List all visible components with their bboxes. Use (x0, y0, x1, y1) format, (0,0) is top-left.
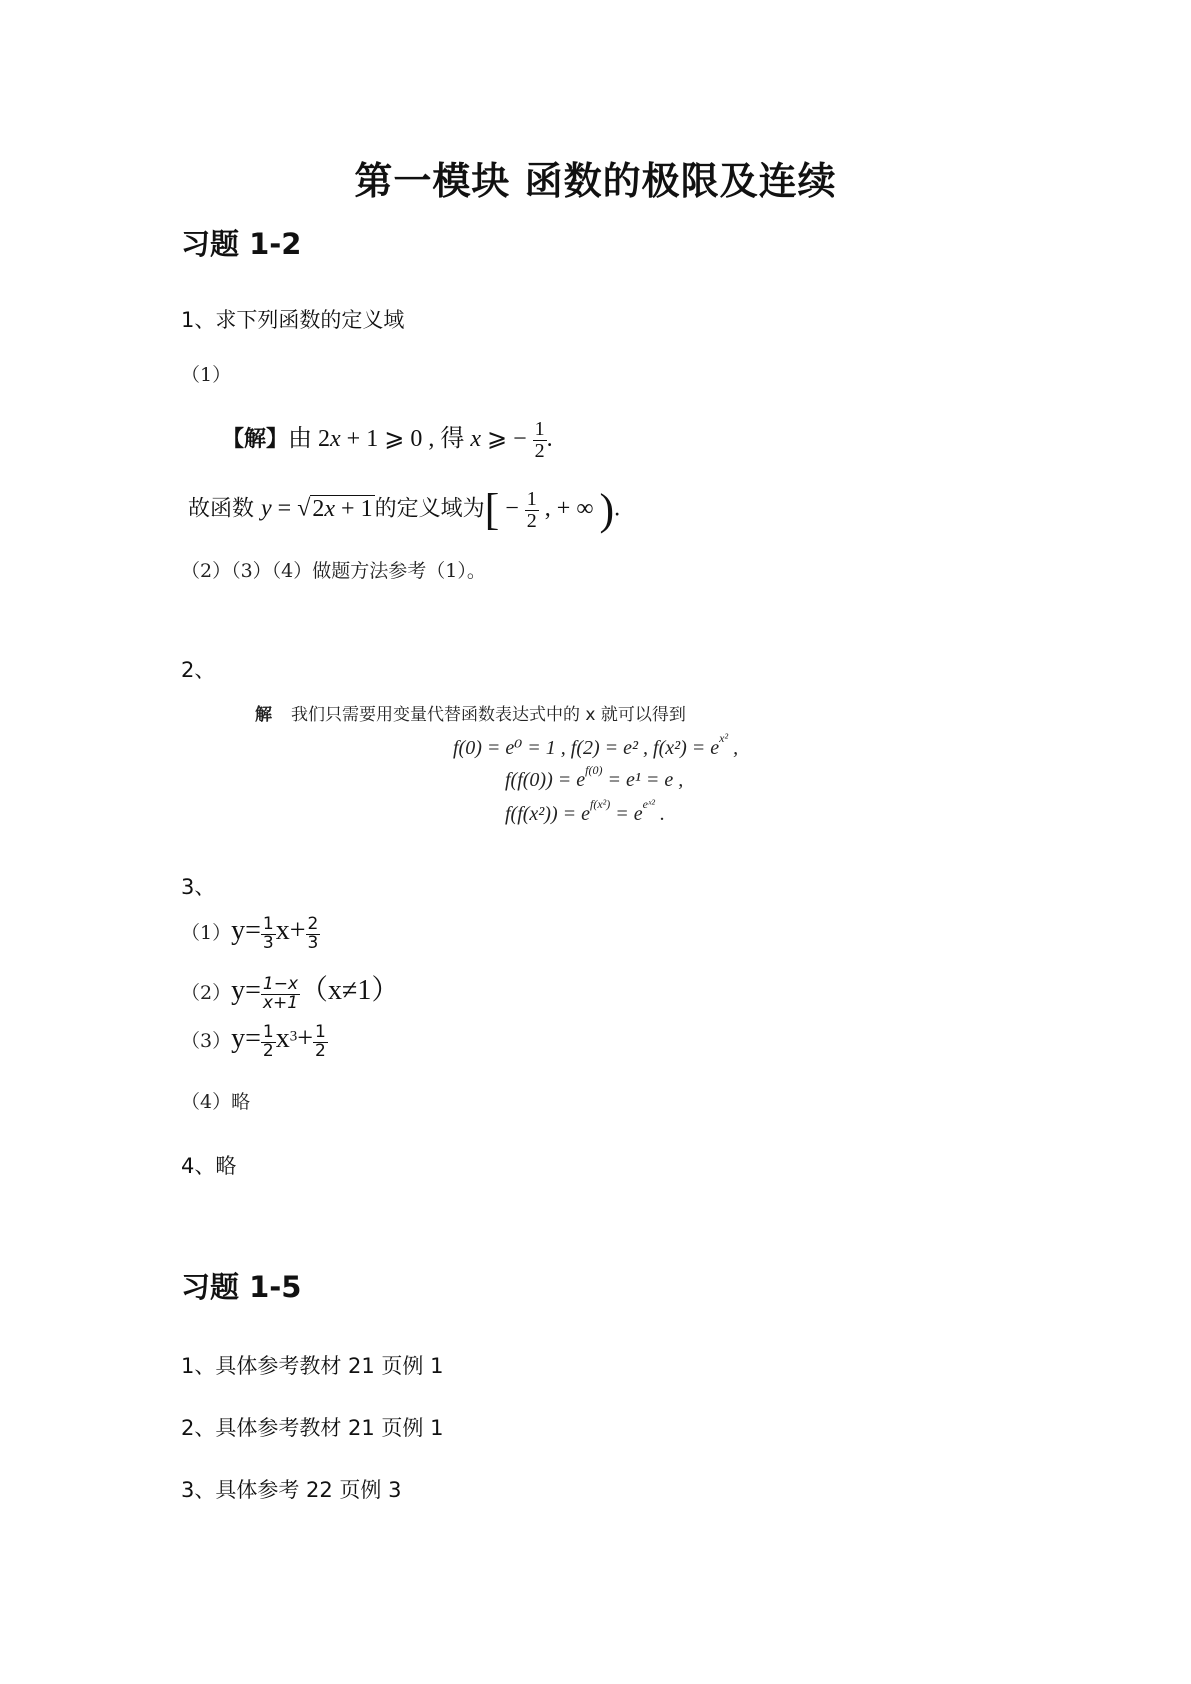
fraction-denominator: 2 (526, 509, 537, 532)
scan-line-1 (453, 731, 738, 760)
fraction (313, 1024, 328, 1061)
math-text: + (297, 1023, 314, 1054)
fraction (261, 1024, 276, 1061)
fraction-numerator: 1 (262, 914, 274, 935)
fraction (533, 419, 547, 462)
answer-part-4: （4）略 (181, 1091, 251, 1113)
solution-text: 由 2 (288, 426, 331, 452)
fraction (261, 976, 300, 1013)
sqrt-body-part: + 1 (335, 495, 373, 522)
math-text: y= (231, 975, 261, 1006)
math-text: x (275, 1023, 290, 1054)
question-3-label: 3、 (181, 875, 216, 899)
math-variable: x (330, 426, 341, 452)
math-variable: x (470, 426, 481, 452)
formula-text: = e¹ = e , (602, 769, 684, 791)
sqrt-body (310, 495, 374, 522)
solution-text: ⩾ − (480, 426, 533, 452)
formula-exponent: x² (719, 731, 729, 745)
fraction-numerator: 1 (534, 417, 545, 440)
conclusion-line (188, 485, 621, 534)
math-variable: x (324, 495, 336, 522)
fraction (525, 489, 539, 532)
conclusion-text: 故函数 (188, 496, 261, 522)
list-item: 1、具体参考教材 21 页例 1 (181, 1354, 444, 1378)
scan-line-intro (255, 700, 686, 726)
exponent: 3 (289, 1028, 298, 1045)
math-text: x+ (275, 915, 306, 946)
math-text: y= (231, 915, 261, 946)
answer-part-1 (181, 915, 320, 953)
fraction-denominator: 3 (262, 933, 274, 953)
math-variable: y (261, 495, 272, 522)
list-item: 3、具体参考 22 页例 3 (181, 1478, 402, 1502)
formula-text: f(f(0)) = e (505, 769, 586, 791)
conclusion-end: . (614, 495, 621, 522)
fraction-numerator: 1−x (262, 974, 299, 995)
scan-line-3 (505, 797, 665, 826)
section-heading: 习题 1-2 (181, 227, 302, 261)
method-note: （2）（3）（4）做题方法参考（1）。 (181, 560, 486, 582)
fraction-numerator: 1 (262, 1022, 274, 1043)
fraction-numerator: 1 (315, 1022, 326, 1043)
fraction-numerator: 2 (307, 914, 319, 935)
formula-text: = e (610, 803, 643, 825)
formula-text: . (654, 803, 665, 825)
fraction-numerator: 1 (526, 487, 537, 510)
part-label: （3） (181, 1030, 232, 1052)
conclusion-text: 的定义域为 (374, 496, 485, 522)
page-title: 第一模块 函数的极限及连续 (354, 159, 837, 203)
scan-line-2 (505, 763, 683, 792)
solution-tag: 解 (255, 705, 272, 725)
fraction (261, 916, 276, 953)
math-text: y= (231, 1023, 261, 1054)
formula-text: , (728, 737, 739, 759)
part-label: （2） (181, 982, 232, 1004)
formula-text: f(f(x²)) = e (505, 803, 590, 825)
solution-text: 我们只需要用变量代替函数表达式中的 x 就可以得到 (291, 705, 686, 725)
fraction (306, 916, 321, 953)
question-2-label: 2、 (181, 658, 216, 682)
formula-exponent: f(x²) (590, 797, 611, 811)
part-label: （1） (181, 922, 232, 944)
fraction-denominator: 2 (534, 439, 545, 462)
solution-text: + 1 ⩾ 0 , 得 (340, 426, 471, 452)
list-item: 2、具体参考教材 21 页例 1 (181, 1416, 444, 1440)
fraction-denominator: 3 (307, 933, 319, 953)
fraction-denominator: 2 (262, 1041, 274, 1061)
sqrt-body-part: 2 (312, 495, 325, 522)
right-paren: ) (599, 485, 615, 534)
solution-line (222, 418, 553, 462)
formula-exponent: f(0) (585, 763, 603, 777)
math-text: （x≠1） (300, 975, 400, 1006)
scanned-solution (200, 695, 800, 830)
left-bracket: [ (484, 485, 500, 534)
solution-tag: 【解】 (222, 427, 289, 452)
sqrt-sign: √ (297, 495, 311, 522)
conclusion-eq: = (271, 495, 298, 522)
solution-end: . (546, 426, 553, 452)
conclusion-neg: − (499, 495, 525, 522)
answer-part-2 (181, 968, 399, 1013)
part-label: （1） (181, 364, 232, 386)
fraction-denominator: 2 (315, 1041, 326, 1061)
question-4-label: 4、略 (181, 1154, 237, 1178)
fraction-denominator: x+1 (262, 993, 299, 1013)
question-1-label: 1、求下列函数的定义域 (181, 308, 405, 332)
formula-text: f(0) = e⁰ = 1 , f(2) = e² , f(x²) = e (453, 737, 720, 759)
answer-part-3 (181, 1023, 328, 1061)
section-heading: 习题 1-5 (181, 1270, 302, 1304)
formula-exponent: eˣ² (642, 797, 655, 811)
conclusion-tail: , + ∞ (538, 495, 600, 522)
